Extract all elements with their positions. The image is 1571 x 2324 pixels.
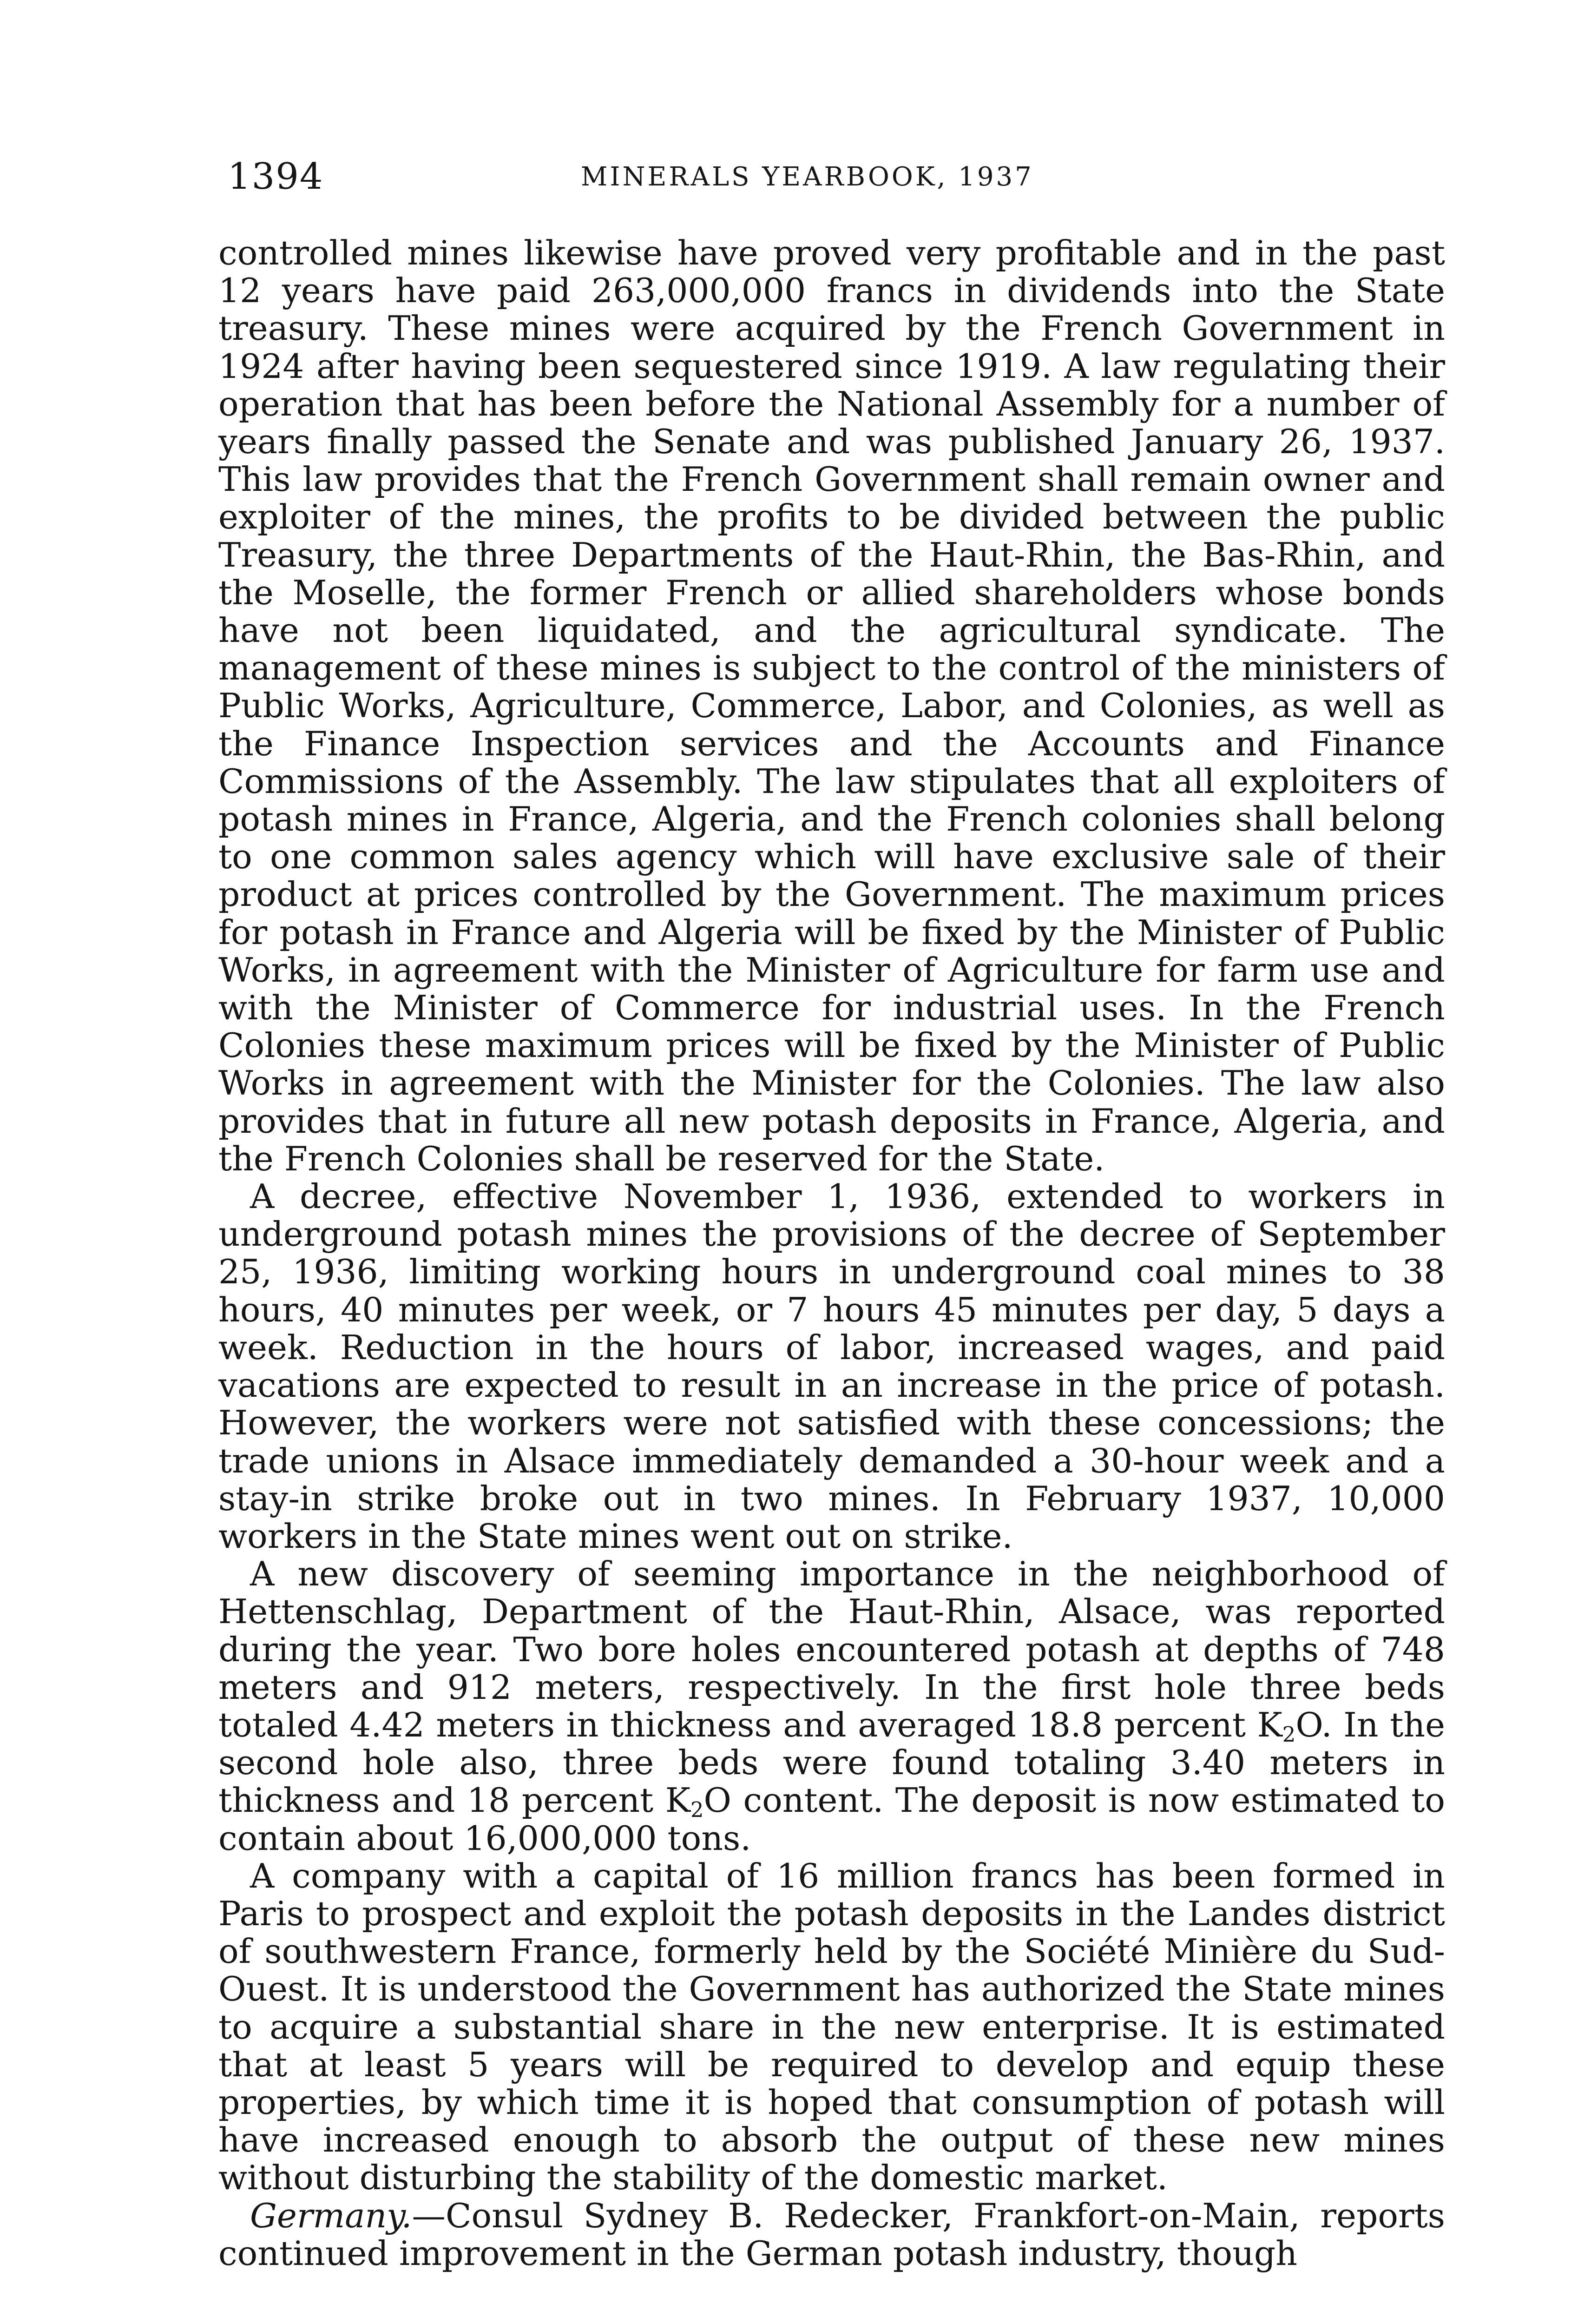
paragraph-labor-decree: A decree, effective November 1, 1936, extended to workers in underground potash mines the provisions of the decree of September 25, 1936, limiting working hours in underground coal mines to 38 hours, 40 minutes per week, or 7 hours 45 minutes per day, 5 days a week. Reduction in the hours of labor, increased wages, and paid vacations are expected to result in an increase in the price of potash. However, the workers were not satisfied with these concessions; the trade unions in Alsace immediately demanded a 30-hour week and a stay-in strike broke out in two mines. In February 1937, 10,000 workers in the State mines went out on strike. — [218, 1177, 1445, 1556]
discovery-text-part-1: A new discovery of seeming importance in the neighborhood of Hettenschlag, Department of the Haut-Rhin, Alsace, was reported during the year. Two bore holes encountered potash at depths of 748 meters and 912 meters, respectively. In the first hole three beds totaled 4.42 meters in thickness and averaged 18.8 percent K — [218, 1555, 1445, 1745]
paragraph-germany — [218, 2198, 1445, 2273]
paragraph-landes-company: A company with a capital of 16 million francs has been formed in Paris to prospect and exploit the potash deposits in the Landes district of southwestern France, formerly held by the Société Minière du Sud-Ouest. It is understood the Government has authorized the State mines to acquire a substantial share in the new enterprise. It is estimated that at least 5 years will be required to develop and equip these properties, by which time it is hoped that consumption of potash will have increased enough to absorb the output of these new mines without disturbing the stability of the domestic market. — [218, 1856, 1445, 2198]
running-title: MINERALS YEARBOOK, 1937 — [581, 162, 1034, 192]
country-heading-germany: Germany. — [250, 2196, 412, 2236]
page-header — [228, 153, 1445, 205]
paragraph-hettenschlag-discovery — [218, 1556, 1445, 1858]
discovery-text-part-3: O content. The deposit is now estimated to contain about 16,000,000 tons. — [218, 1781, 1445, 1858]
page-number: 1394 — [228, 156, 324, 198]
k2o-subscript: 2 — [1282, 1722, 1296, 1747]
body-text — [218, 235, 1445, 2273]
paragraph-french-mines-law: controlled mines likewise have proved very profitable and in the past 12 years have paid 263,000,000 francs in dividends into the State treasury. These mines were acquired by the French Government in 1924 after having been sequestered since 1919. A law regulating their operation that has been before the National Assembly for a number of years finally passed the Senate and was published January 26, 1937. This law provides that the French Government shall remain owner and exploiter of the mines, the profits to be divided between the public Treasury, the three Departments of the Haut-Rhin, the Bas-Rhin, and the Moselle, the former French or allied shareholders whose bonds have not been liquidated, and the agricultural syndicate. The management of these mines is subject to the control of the ministers of Public Works, Agriculture, Commerce, Labor, and Colonies, as well as the Finance Inspection services and the Accounts and Finance Commissions of the Assembly. The law stipulates that all exploiters of potash mines in France, Algeria, and the French colonies shall belong to one common sales agency which will have exclusive sale of their product at prices controlled by the Government. The maximum prices for potash in France and Algeria will be fixed by the Minister of Public Works, in agreement with the Minister of Agriculture for farm use and with the Minister of Commerce for industrial uses. In the French Colonies these maximum prices will be fixed by the Minister of Public Works in agreement with the Minister for the Colonies. The law also provides that in future all new potash deposits in France, Algeria, and the French Colonies shall be reserved for the State. — [218, 234, 1445, 1179]
k2o-subscript: 2 — [690, 1797, 704, 1822]
discovery-text-part-2: O. In the second hole also, three beds were found totaling 3.40 meters in thickness and 18 percent K — [218, 1705, 1445, 1821]
germany-text: —Consul Sydney B. Redecker, Frankfort-on-Main, reports continued improvement in the German potash industry, though — [218, 2196, 1445, 2273]
